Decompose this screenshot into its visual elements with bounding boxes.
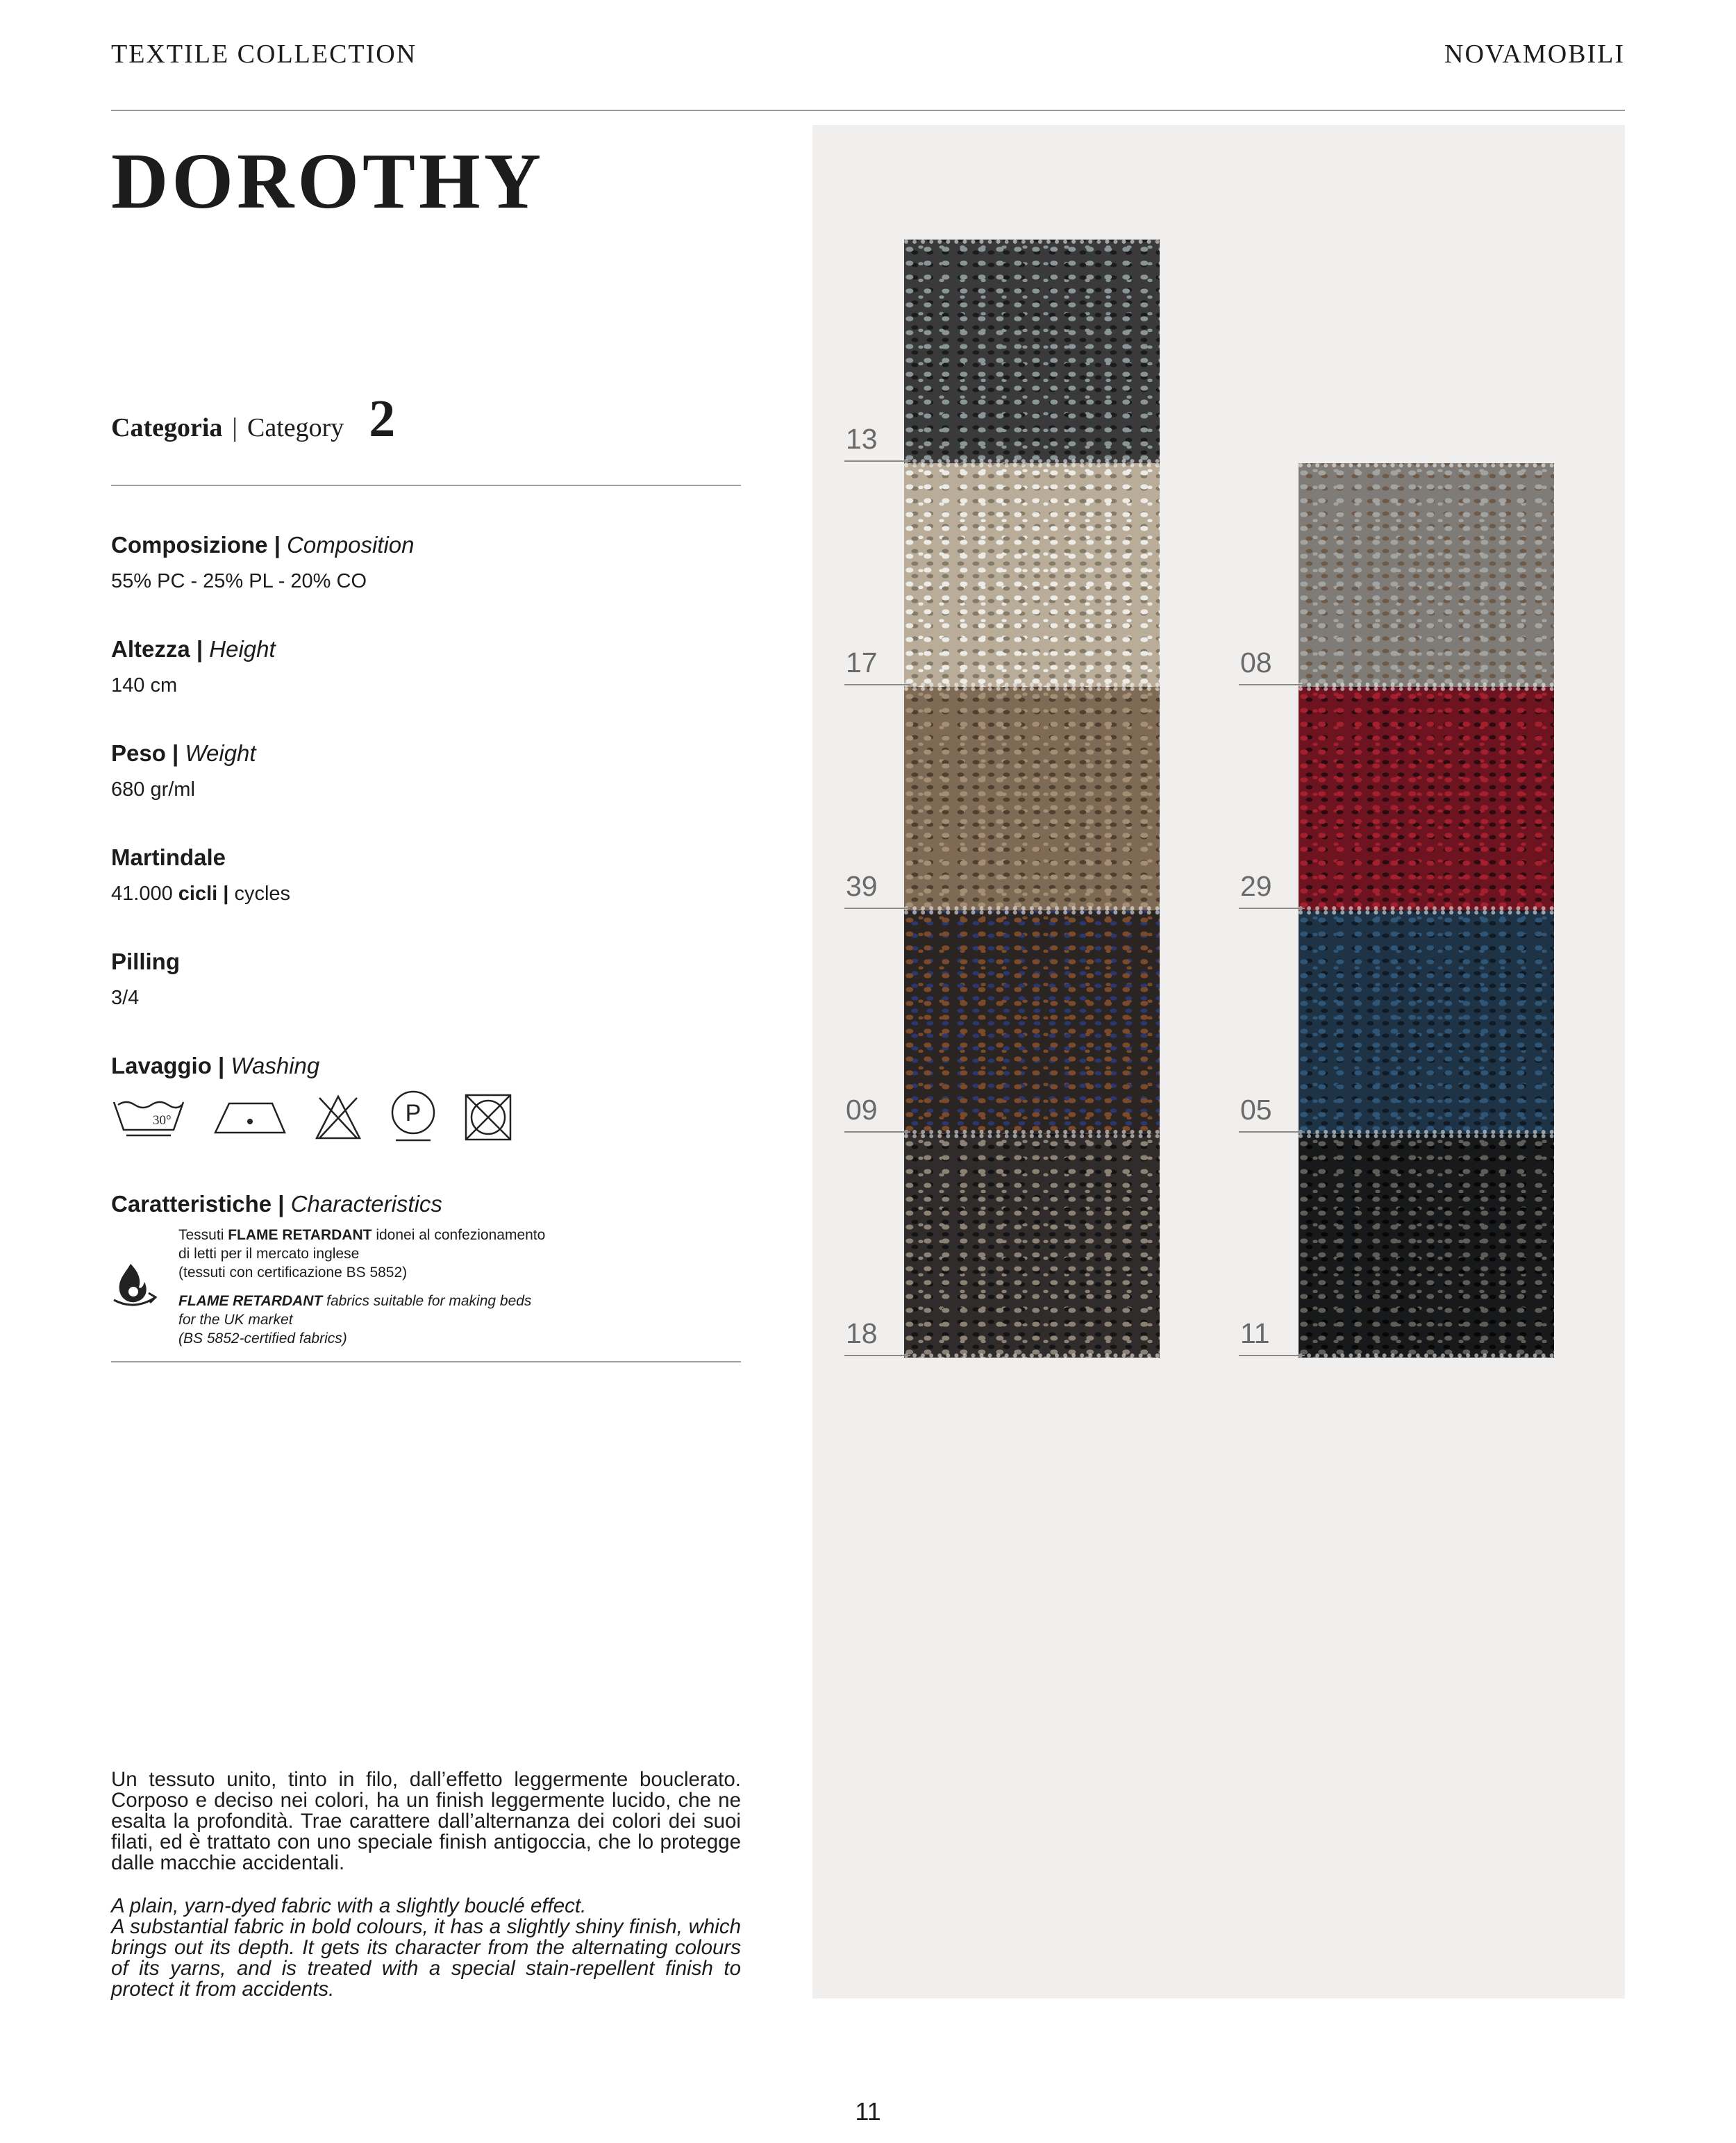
dryclean-letter: P bbox=[405, 1100, 422, 1126]
flame-retardant-icon bbox=[110, 1258, 160, 1308]
swatch-panel bbox=[812, 125, 1625, 1999]
fabric-name: DOROTHY bbox=[111, 137, 545, 225]
characteristics-label-it: Caratteristiche bbox=[111, 1191, 272, 1217]
swatch-code-17: 17 bbox=[846, 647, 878, 678]
characteristics-divider bbox=[111, 1361, 741, 1362]
spec-pilling bbox=[111, 948, 741, 1010]
category-value: 2 bbox=[369, 390, 396, 448]
spec-washing: Lavaggio | Washing bbox=[111, 1053, 320, 1078]
spec-martindale bbox=[111, 844, 741, 906]
swatch-code-13: 13 bbox=[846, 423, 878, 455]
swatch-code-29: 29 bbox=[1240, 870, 1272, 902]
height-label-it: Altezza bbox=[111, 636, 190, 662]
category-label-en: Category bbox=[247, 413, 344, 442]
dryclean-p-icon bbox=[389, 1090, 437, 1144]
composition-value: 55% PC - 25% PL - 20% CO bbox=[111, 570, 367, 592]
no-bleach-icon bbox=[314, 1094, 362, 1141]
characteristics-it-line1: Tessuti FLAME RETARDANT idonei al confezionamento bbox=[178, 1227, 546, 1243]
martindale-label: Martindale bbox=[111, 844, 226, 870]
iron-low-icon bbox=[212, 1098, 287, 1137]
characteristics-label-en: Characteristics bbox=[290, 1191, 442, 1217]
pilling-label: Pilling bbox=[111, 949, 180, 974]
characteristics-en-line2: for the UK market bbox=[178, 1312, 293, 1328]
category-row bbox=[111, 389, 395, 449]
height-label-en: Height bbox=[209, 636, 276, 662]
height-value: 140 cm bbox=[111, 674, 178, 697]
washing-label-it: Lavaggio bbox=[111, 1053, 212, 1078]
characteristics-it-line2: di letti per il mercato inglese bbox=[178, 1246, 360, 1262]
spec-weight: Peso | Weight 680 gr/ml bbox=[111, 740, 741, 802]
collection-title: TEXTILE COLLECTION bbox=[111, 40, 417, 69]
swatch-code-05: 05 bbox=[1240, 1094, 1272, 1126]
characteristics-text bbox=[178, 1226, 665, 1348]
page-number: 11 bbox=[855, 2097, 881, 2126]
spec-composition: Composizione | Composition 55% PC - 25% PL - 20% CO bbox=[111, 531, 741, 594]
composition-label-en: Composition bbox=[287, 532, 415, 558]
swatch-code-08: 08 bbox=[1240, 647, 1272, 678]
characteristics-heading: Caratteristiche | Characteristics bbox=[111, 1191, 442, 1217]
washing-label-en: Washing bbox=[231, 1053, 320, 1078]
category-label-it: Categoria bbox=[111, 413, 223, 442]
pilling-value: 3/4 bbox=[111, 987, 140, 1009]
category-divider bbox=[111, 485, 741, 486]
brand-name: NOVAMOBILI bbox=[1444, 40, 1625, 69]
description-it: Un tessuto unito, tinto in filo, dall’effetto leggermente bouclerato. Corposo e deciso nei colori, ha un finish leggermente lucido, che ne esalta la profondità. Trae carattere dall’alternanza dei colori dei suoi filati, ed è trattato con uno speciale finish antigoccia, che lo protegge dalle macchie accidentali. bbox=[111, 1768, 741, 1874]
header-divider bbox=[111, 110, 1625, 111]
no-tumble-dry-icon bbox=[464, 1093, 512, 1142]
care-symbols bbox=[111, 1090, 512, 1144]
swatch-code-09: 09 bbox=[846, 1094, 878, 1126]
swatch-code-18: 18 bbox=[846, 1317, 878, 1349]
swatch-code-39: 39 bbox=[846, 870, 878, 902]
description-en-line1: A plain, yarn-dyed fabric with a slightly bouclé effect. bbox=[111, 1894, 587, 1917]
characteristics-it-line3: (tessuti con certificazione BS 5852) bbox=[178, 1265, 408, 1281]
fabric-description bbox=[111, 1769, 741, 2000]
weight-value: 680 gr/ml bbox=[111, 778, 195, 801]
composition-label-it: Composizione bbox=[111, 532, 268, 558]
characteristics-en-line3: (BS 5852-certified fabrics) bbox=[178, 1331, 347, 1346]
spec-height: Altezza | Height 140 cm bbox=[111, 635, 741, 698]
swatch-code-11: 11 bbox=[1240, 1317, 1270, 1349]
weight-label-en: Weight bbox=[185, 740, 256, 766]
wash-temp-text: 30° bbox=[153, 1113, 172, 1128]
description-en-line2: A substantial fabric in bold colours, it has a slightly shiny finish, which brings out its depth. It gets its character from the alternating colours of its yarns, and is treated with a special stain-repellent finish to protect it from accidents. bbox=[111, 1915, 741, 2001]
weight-label-it: Peso bbox=[111, 740, 166, 766]
martindale-value: 41.000 cicli | cycles bbox=[111, 883, 291, 905]
wash-30-icon bbox=[111, 1095, 186, 1140]
category-separator: | bbox=[232, 413, 237, 442]
characteristics-en-line1: FLAME RETARDANT fabrics suitable for making beds bbox=[178, 1293, 532, 1309]
